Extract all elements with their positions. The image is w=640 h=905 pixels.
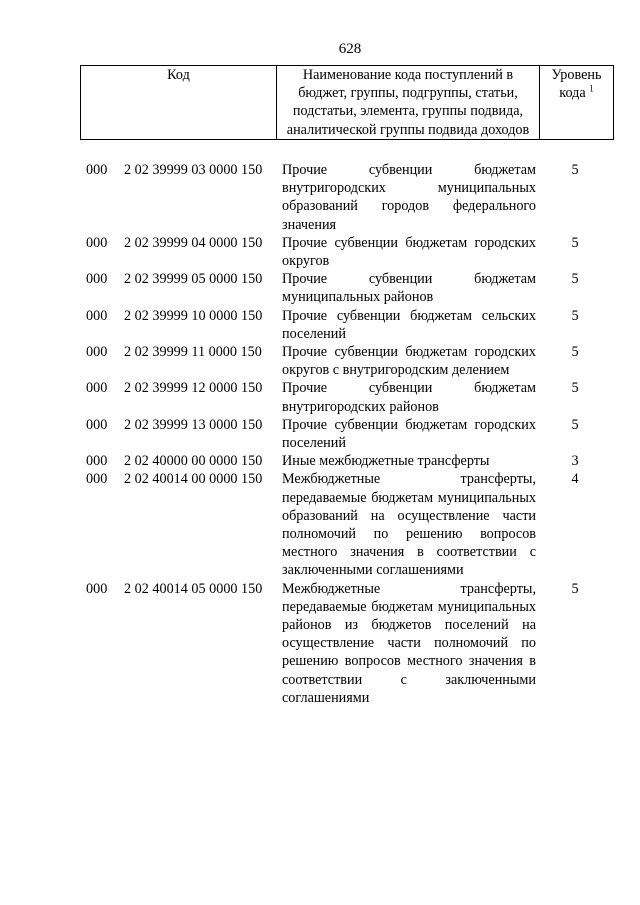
admin-code: 000 — [86, 162, 108, 178]
revenue-name: Межбюджетные трансферты, передаваемые бюджетам муниципальных образований на осуществление части полномочий по решению вопросов местного значения в соответствии с заключенными соглашениями — [282, 471, 536, 579]
revenue-name: Прочие субвенции бюджетам сельских поселений — [282, 307, 536, 342]
revenue-name: Межбюджетные трансферты, передаваемые бюджетам муниципальных районов из бюджетов поселений на осуществление части полномочий по решению вопросов местного значения в соответствии с заключенными соглашениями — [282, 580, 536, 706]
admin-code: 000 — [86, 307, 108, 324]
code-level: 5 — [571, 344, 579, 361]
revenue-name: Прочие субвенции бюджетам внутригородских муниципальных образований городов федерального значения — [282, 162, 536, 233]
code-level: 5 — [571, 380, 579, 397]
code-level: 5 — [571, 580, 579, 597]
revenue-code-list — [0, 161, 640, 707]
table-header — [80, 65, 614, 140]
code-level: 3 — [571, 453, 579, 470]
admin-code: 000 — [86, 580, 108, 597]
admin-code: 000 — [86, 471, 108, 488]
revenue-code: 2 02 39999 04 0000 150 — [124, 234, 263, 251]
code-level: 4 — [571, 471, 579, 488]
revenue-name: Иные межбюджетные трансферты — [282, 453, 490, 470]
table-row — [0, 307, 640, 343]
revenue-name: Прочие субвенции бюджетам муниципальных районов — [282, 271, 536, 306]
table-row — [0, 161, 640, 234]
revenue-code: 2 02 39999 10 0000 150 — [124, 307, 263, 324]
header-level — [540, 66, 614, 140]
revenue-code: 2 02 40014 00 0000 150 — [124, 471, 263, 488]
header-name: Наименование кода поступлений в бюджет, группы, подгруппы, статьи, подстатьи, элемента, группы подвида, аналитической группы подвида доходов — [277, 66, 540, 140]
revenue-name: Прочие субвенции бюджетам городских поселений — [282, 416, 536, 452]
admin-code: 000 — [86, 453, 108, 470]
revenue-name: Прочие субвенции бюджетам внутригородских районов — [282, 380, 536, 415]
revenue-code: 2 02 40000 00 0000 150 — [124, 453, 263, 470]
admin-code: 000 — [86, 380, 108, 397]
admin-code: 000 — [86, 416, 108, 433]
table-row — [0, 470, 640, 579]
revenue-code: 2 02 40014 05 0000 150 — [124, 580, 263, 597]
table-row — [0, 234, 640, 270]
admin-code: 000 — [86, 234, 108, 251]
revenue-name: Прочие субвенции бюджетам городских округов — [282, 234, 536, 270]
table-row — [0, 343, 640, 379]
table-row — [0, 580, 640, 707]
revenue-name: Прочие субвенции бюджетам городских округов с внутригородским делением — [282, 344, 536, 379]
admin-code: 000 — [86, 344, 108, 361]
header-level-label: Уровень кода — [551, 67, 602, 102]
admin-code: 000 — [86, 271, 108, 288]
code-level: 5 — [571, 416, 579, 433]
revenue-code: 2 02 39999 12 0000 150 — [124, 380, 263, 397]
footnote-marker: 1 — [589, 83, 594, 94]
page-number: 628 — [338, 41, 362, 57]
table-row — [0, 452, 640, 470]
table-row — [0, 379, 640, 415]
code-level: 5 — [571, 271, 579, 288]
revenue-code: 2 02 39999 05 0000 150 — [124, 271, 263, 288]
revenue-code: 2 02 39999 13 0000 150 — [124, 416, 263, 433]
revenue-code: 2 02 39999 11 0000 150 — [124, 344, 262, 361]
code-level: 5 — [571, 307, 579, 324]
code-level: 5 — [571, 234, 579, 251]
header-code: Код — [81, 66, 277, 140]
revenue-code: 2 02 39999 03 0000 150 — [124, 162, 263, 178]
table-row — [0, 416, 640, 452]
code-level: 5 — [571, 162, 579, 178]
table-row — [0, 270, 640, 306]
